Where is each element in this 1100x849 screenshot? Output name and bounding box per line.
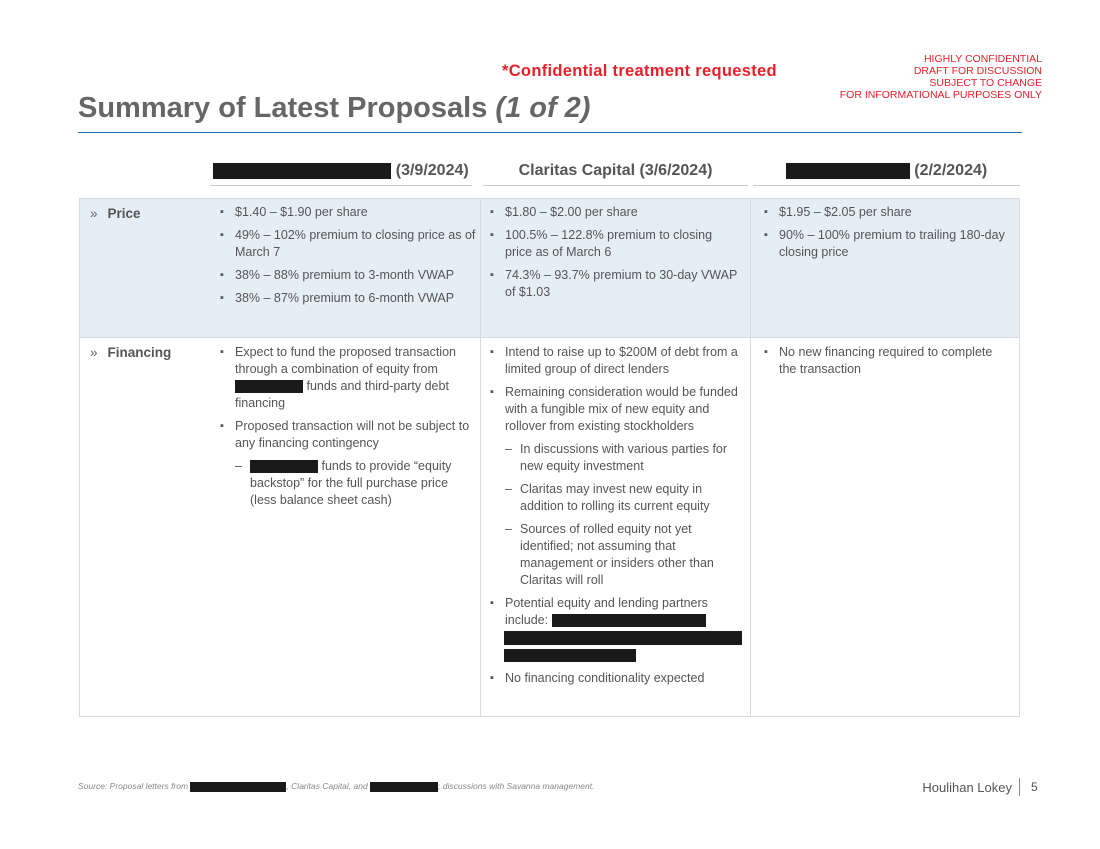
footer-divider [1019, 778, 1020, 796]
list-item: ▪ 49% – 102% premium to closing price as of March 7 [220, 227, 476, 261]
list-item: ▪ 74.3% – 93.7% premium to 30-day VWAP of $1.03 [490, 267, 740, 301]
column-date: (2/2/2024) [914, 162, 988, 179]
financing-cell-bidder-3 [764, 344, 1010, 384]
financing-cell-claritas [490, 344, 742, 693]
column-header-bidder-3 [753, 159, 1020, 186]
list-item: ▪ 38% – 87% premium to 6-month VWAP [220, 290, 476, 307]
list-item: ▪ Proposed transaction will not be subject to any financing contingency [220, 418, 476, 452]
column-divider [750, 199, 751, 716]
sub-list-item: – Claritas may invest new equity in addition to rolling its current equity [490, 481, 742, 515]
title-main: Summary of Latest Proposals [78, 92, 496, 124]
list-item: ▪ No new financing required to complete the transaction [764, 344, 1010, 378]
title-suffix: (1 of 2) [495, 92, 591, 124]
redaction-bar [786, 163, 910, 179]
list-item: ▪ 38% – 88% premium to 3-month VWAP [220, 267, 476, 284]
chevron-right-icon: » [90, 345, 98, 360]
price-cell-bidder-1 [220, 204, 476, 313]
financing-cell-bidder-1 [220, 344, 476, 515]
redaction-bar [552, 614, 706, 627]
list-item: ▪ 90% – 100% premium to trailing 180-day closing price [764, 227, 1010, 261]
notice-line: DRAFT FOR DISCUSSION [913, 65, 1042, 77]
price-cell-claritas [490, 204, 740, 307]
redaction-bar [504, 649, 636, 662]
column-header-claritas: Claritas Capital (3/6/2024) [483, 159, 748, 186]
column-date: (3/9/2024) [395, 162, 469, 179]
row-label-financing: » Financing [90, 345, 172, 360]
title-divider [78, 132, 1022, 133]
list-item: ▪ Intend to raise up to $200M of debt from a limited group of direct lenders [490, 344, 742, 378]
list-item: ▪ 100.5% – 122.8% premium to closing price as of March 6 [490, 227, 740, 261]
row-label-price: » Price [90, 206, 141, 221]
list-item: ▪ $1.95 – $2.05 per share [764, 204, 1010, 221]
sub-list-item: – Sources of rolled equity not yet identified; not assuming that management or insiders other than Claritas will roll [490, 521, 742, 589]
redaction-bar [213, 163, 391, 179]
chevron-right-icon: » [90, 206, 98, 221]
confidential-request-label: *Confidential treatment requested [502, 62, 777, 80]
list-item: ▪ Expect to fund the proposed transaction through a combination of equity from funds and third-party debt financing [220, 344, 476, 412]
sub-list-item: – In discussions with various parties for new equity investment [490, 441, 742, 475]
price-cell-bidder-3 [764, 204, 1010, 267]
redaction-bar [190, 782, 286, 792]
notice-line: SUBJECT TO CHANGE [929, 77, 1042, 89]
list-item: ▪ Potential equity and lending partners include: [490, 595, 742, 664]
list-item: ▪ Remaining consideration would be funded with a fungible mix of new equity and rollover from existing stockholders [490, 384, 742, 435]
list-item: ▪ No financing conditionality expected [490, 670, 742, 687]
list-item: ▪ $1.80 – $2.00 per share [490, 204, 740, 221]
page-number: 5 [1031, 780, 1038, 794]
redaction-bar [504, 631, 742, 645]
sub-list-item: – funds to provide “equity backstop” for the full purchase price (less balance sheet cash) [220, 458, 476, 509]
list-item: ▪ $1.40 – $1.90 per share [220, 204, 476, 221]
column-divider [480, 199, 481, 716]
source-note: Source: Proposal letters from , Claritas Capital, and ; discussions with Savanna management. [78, 781, 595, 791]
redaction-bar [235, 380, 303, 393]
row-divider [80, 337, 1019, 338]
brand-logo: Houlihan Lokey [922, 780, 1012, 795]
confidentiality-notice [840, 53, 1042, 101]
page-title [78, 92, 590, 125]
redaction-bar [370, 782, 438, 792]
redaction-bar [250, 460, 318, 473]
notice-line: HIGHLY CONFIDENTIAL [923, 53, 1042, 65]
column-header-bidder-1 [210, 159, 472, 186]
notice-line: FOR INFORMATIONAL PURPOSES ONLY [839, 89, 1042, 101]
